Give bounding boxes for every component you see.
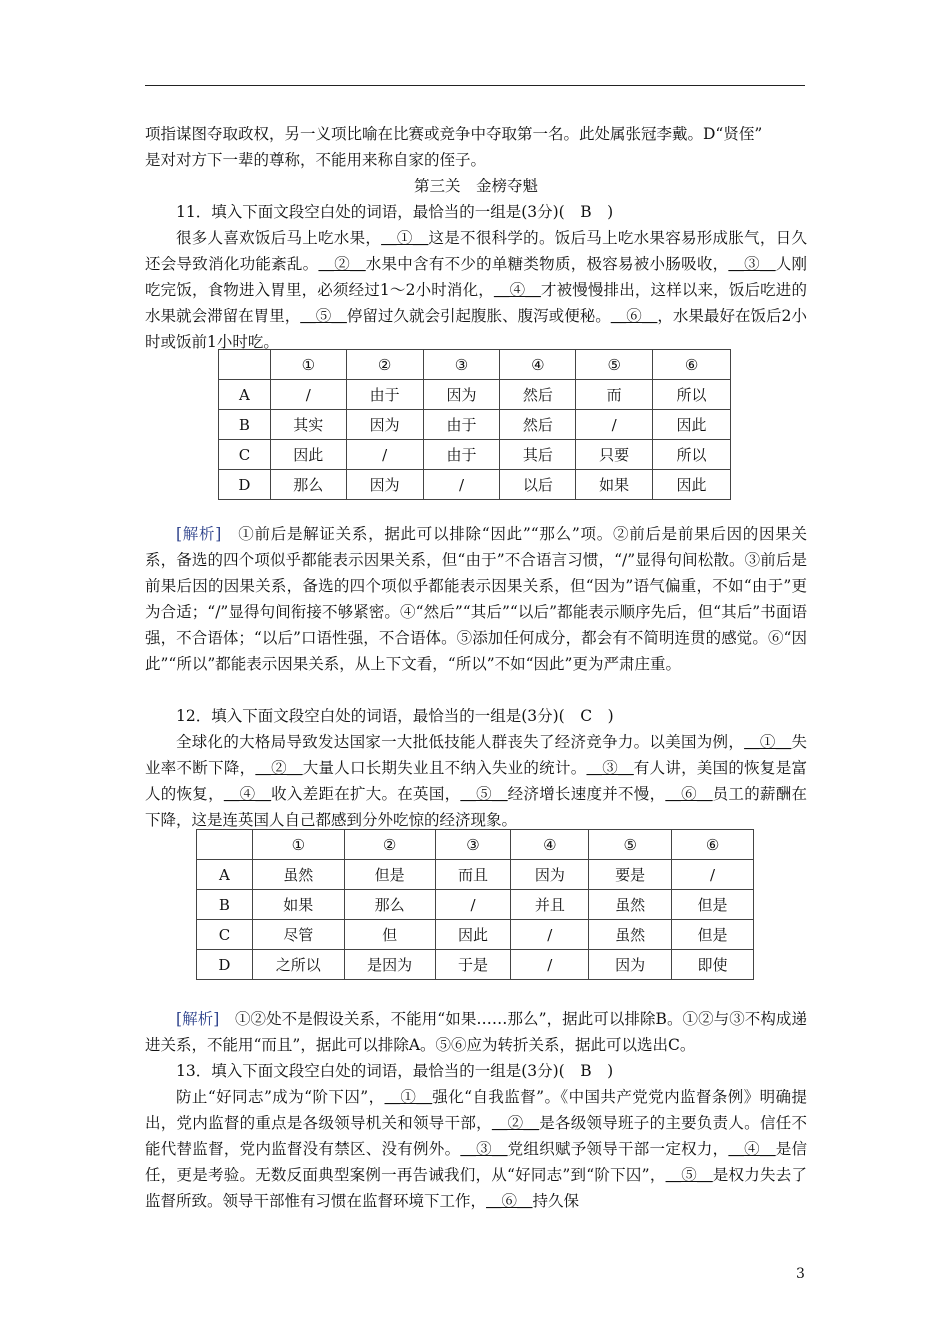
- q12-blank-2: ＿②＿: [255, 759, 303, 777]
- intro-line-1: 项指谋图夺取政权，另一义项比喻在比赛或竞争中夺取第一名。此处属张冠李戴。D“贤侄”: [145, 125, 763, 143]
- q12-blank-6: ＿⑥＿: [665, 785, 713, 803]
- table-row: D 之所以 是因为 于是 / 因为 即使: [197, 950, 754, 980]
- q11-blank-5: ＿⑤＿: [300, 307, 347, 325]
- q13-passage: 防止“好同志”成为“阶下囚”，＿①＿强化“自我监督”。《中国共产党党内监督条例》明确提出，党内监督的重点是各级领导机关和领导干部，＿②＿是各级领导班子的主要负责人。信任不能代替监督，党内监督没有禁区、没有例外。＿③＿党组织赋予领导干部一定权力，＿④＿是信任，更是考验。无数反面典型案例一再告诫我们，从“好同志”到“阶下囚”，＿⑤＿是权力失去了监督所致。领导干部惟有习惯在监督环境下工作，＿⑥＿持久保: [145, 1088, 807, 1210]
- q12-blank-5: ＿⑤＿: [460, 785, 508, 803]
- intro-line-2: 是对对方下一辈的尊称，不能用来称自家的侄子。: [145, 151, 487, 169]
- q12-blank-1: ＿①＿: [744, 733, 792, 751]
- page-number: 3: [796, 1266, 805, 1282]
- q12-blank-4: ＿④＿: [223, 785, 272, 803]
- question-12: [145, 703, 807, 833]
- intro-block: [145, 121, 807, 199]
- table-row: C 因此 / 由于 其后 只要 所以: [219, 440, 731, 470]
- q11-blank-2: ＿②＿: [318, 255, 366, 273]
- analysis-tag: [解析]: [176, 525, 222, 543]
- q11-analysis-text: ①前后是解证关系，据此可以排除“因此”“那么”项。②前后是前果后因的因果关系，备选的四个项似乎都能表示因果关系，但“由于”不合语言习惯，“/”显得句间松散。③前后是前果后因的因果关系，备选的四个项似乎都能表示因果关系，但“因为”语气偏重，不如“由于”更为合适；“/”显得句间衔接不够紧密。④“然后”“其后”“以后”都能表示顺序先后，但“其后”书面语强，不合语体；“以后”口语性强，不合语体。⑤添加任何成分，都会有不简明连贯的感觉。⑥“因此”“所以”都能表示因果关系，从上下文看，“所以”不如“因此”更为严肃庄重。: [145, 525, 807, 673]
- q11-blank-3: ＿③＿: [728, 255, 776, 273]
- q13-blank-2: ＿②＿: [491, 1114, 540, 1132]
- question-11: [145, 199, 807, 355]
- q11-analysis: [145, 521, 807, 677]
- table-row: D 那么 因为 / 以后 如果 因此: [219, 470, 731, 500]
- table-row: A / 由于 因为 然后 而 所以: [219, 380, 731, 410]
- q12-blank-3: ＿③＿: [586, 759, 634, 777]
- q13-blank-4: ＿④＿: [728, 1140, 776, 1158]
- question-13: [145, 1058, 807, 1214]
- q12-passage: 全球化的大格局导致发达国家一大批低技能人群丧失了经济竞争力。以美国为例，＿①＿失业率不断下降，＿②＿大量人口长期失业且不纳入失业的统计。＿③＿有人讲，美国的恢复是富人的恢复，＿④＿收入差距在扩大。在英国，＿⑤＿经济增长速度并不慢，＿⑥＿员工的薪酬在下降，这是连英国人自己都感到分外吃惊的经济现象。: [145, 733, 807, 829]
- table-row: B 其实 因为 由于 然后 / 因此: [219, 410, 731, 440]
- q12-analysis: [145, 1006, 807, 1058]
- q12-stem: 12．填入下面文段空白处的词语，最恰当的一组是(3分)( C ): [176, 707, 614, 725]
- q13-blank-6: ＿⑥＿: [486, 1192, 533, 1210]
- table-row: C 尽管 但 因此 / 虽然 但是: [197, 920, 754, 950]
- q11-options-table: [218, 349, 731, 500]
- q11-blank-4: ＿④＿: [493, 281, 541, 299]
- q13-blank-5: ＿⑤＿: [665, 1166, 713, 1184]
- q13-blank-3: ＿③＿: [460, 1140, 508, 1158]
- table-header-row: ① ② ③ ④ ⑤ ⑥: [219, 350, 731, 380]
- q13-stem: 13．填入下面文段空白处的词语，最恰当的一组是(3分)( B ): [176, 1062, 614, 1080]
- header-rule: [145, 85, 805, 86]
- table-row: B 如果 那么 / 并且 虽然 但是: [197, 890, 754, 920]
- q11-blank-1: ＿①＿: [381, 229, 429, 247]
- q12-analysis-text: ①②处不是假设关系，不能用“如果……那么”，据此可以排除B。①②与③不构成递进关系，不能用“而且”，据此可以排除A。⑤⑥应为转折关系，据此可以选出C。: [145, 1010, 807, 1054]
- section-title: 第三关 金榜夺魁: [413, 177, 538, 195]
- q11-stem: 11．填入下面文段空白处的词语，最恰当的一组是(3分)( B ): [176, 203, 614, 221]
- table-row: A 虽然 但是 而且 因为 要是 /: [197, 860, 754, 890]
- table-header-row: ① ② ③ ④ ⑤ ⑥: [197, 830, 754, 860]
- q11-blank-6: ＿⑥＿: [610, 307, 658, 325]
- q11-passage: 很多人喜欢饭后马上吃水果，＿①＿这是不很科学的。饭后马上吃水果容易形成胀气，日久还会导致消化功能紊乱。＿②＿水果中含有不少的单糖类物质，极容易被小肠吸收，＿③＿人刚吃完饭，食物进入胃里，必须经过1～2小时消化，＿④＿才被慢慢排出，这样以来，饭后吃进的水果就会滞留在胃里，＿⑤＿停留过久就会引起腹胀、腹泻或便秘。＿⑥＿，水果最好在饭后2小时或饭前1小时吃。: [145, 229, 807, 351]
- analysis-tag: [解析]: [176, 1010, 220, 1028]
- q13-blank-1: ＿①＿: [384, 1088, 433, 1106]
- q12-options-table: [196, 829, 754, 980]
